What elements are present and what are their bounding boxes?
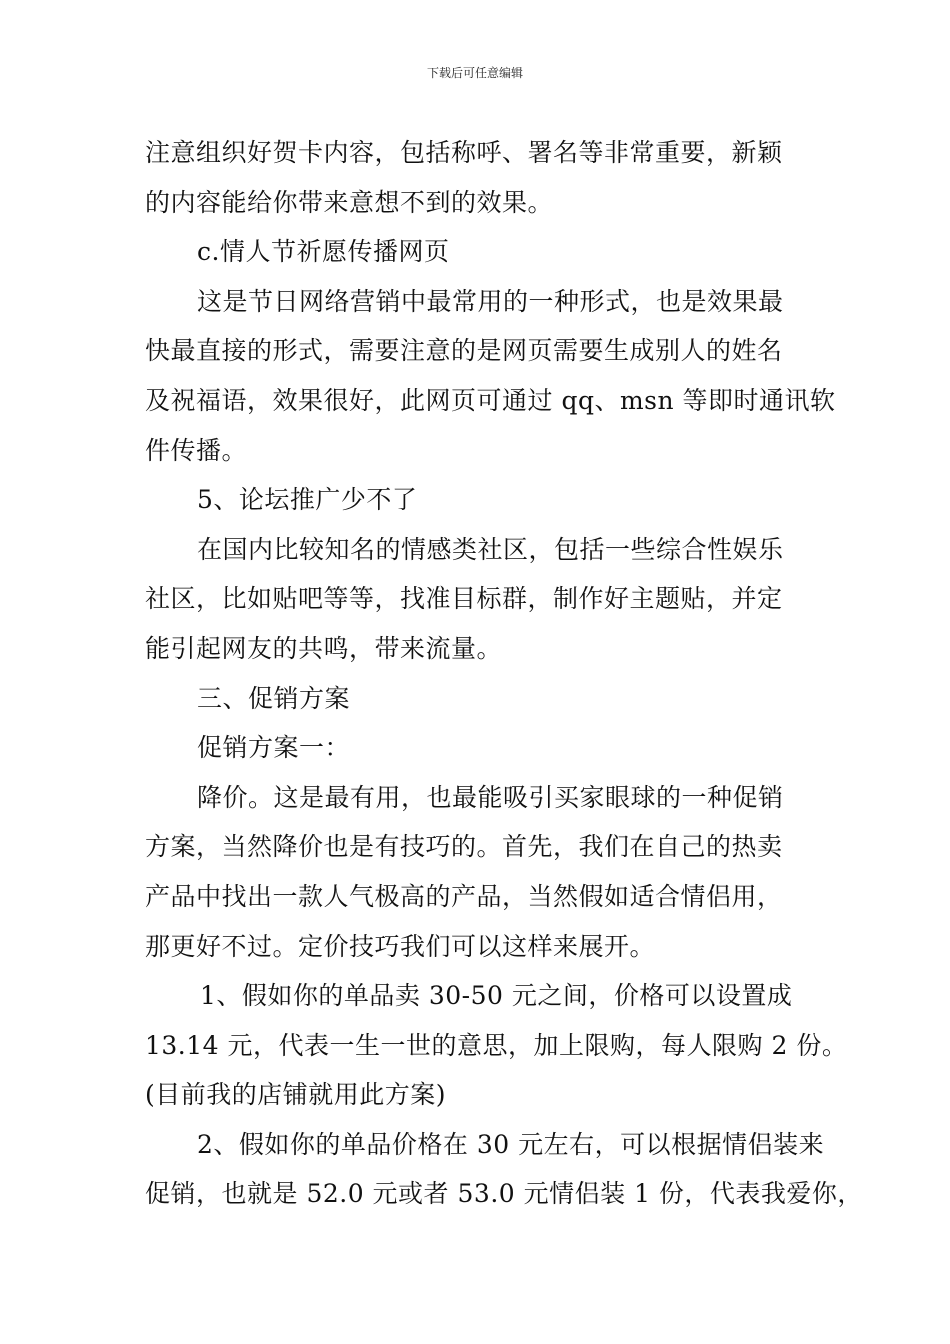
text-line: 2、假如你的单品价格在 30 元左右，可以根据情侣装来 (197, 1129, 825, 1159)
text-line: 1、假如你的单品卖 30-50 元之间，价格可以设置成 (200, 981, 793, 1011)
text-line: 这是节日网络营销中最常用的一种形式，也是效果最 (197, 286, 784, 316)
text-line: 注意组织好贺卡内容，包括称呼、署名等非常重要，新颖 (145, 138, 783, 167)
text-line: 及祝福语，效果很好，此网页可通过 qq、msn 等即时通讯软 (145, 385, 836, 415)
text-line: 在国内比较知名的情感类社区，包括一些综合性娱乐 (197, 534, 784, 564)
text-line: 方案，当然降价也是有技巧的。首先，我们在自己的热卖 (145, 832, 783, 862)
text-line: 产品中找出一款人气极高的产品，当然假如适合情侣用， (145, 881, 783, 911)
text-line: 13.14 元，代表一生一世的意思，加上限购，每人限购 2 份。 (145, 1030, 848, 1060)
text-line: 快最直接的形式，需要注意的是网页需要生成别人的姓名 (145, 336, 783, 366)
text-line: 件传播。 (145, 435, 248, 465)
text-line: 的内容能给你带来意想不到的效果。 (145, 187, 554, 217)
text-line: 社区，比如贴吧等等，找准目标群，制作好主题贴，并定 (145, 584, 783, 614)
text-line: 促销，也就是 52.0 元或者 53.0 元情侣装 1 份，代表我爱你， (145, 1179, 863, 1209)
text-line: 那更好不过。定价技巧我们可以这样来展开。 (145, 931, 656, 961)
text-line: 三、促销方案 (197, 683, 351, 713)
text-line: 促销方案一： (197, 733, 351, 763)
text-line: 5、论坛推广少不了 (197, 485, 418, 515)
page-header: 下载后可任意编辑 (426, 66, 523, 80)
text-line: c.情人节祈愿传播网页 (197, 237, 450, 267)
text-line: 能引起网友的共鸣，带来流量。 (145, 633, 503, 663)
text-line: 降价。这是最有用，也最能吸引买家眼球的一种促销 (197, 782, 784, 812)
document-body (145, 128, 863, 1219)
text-line: (目前我的店铺就用此方案) (145, 1080, 447, 1110)
